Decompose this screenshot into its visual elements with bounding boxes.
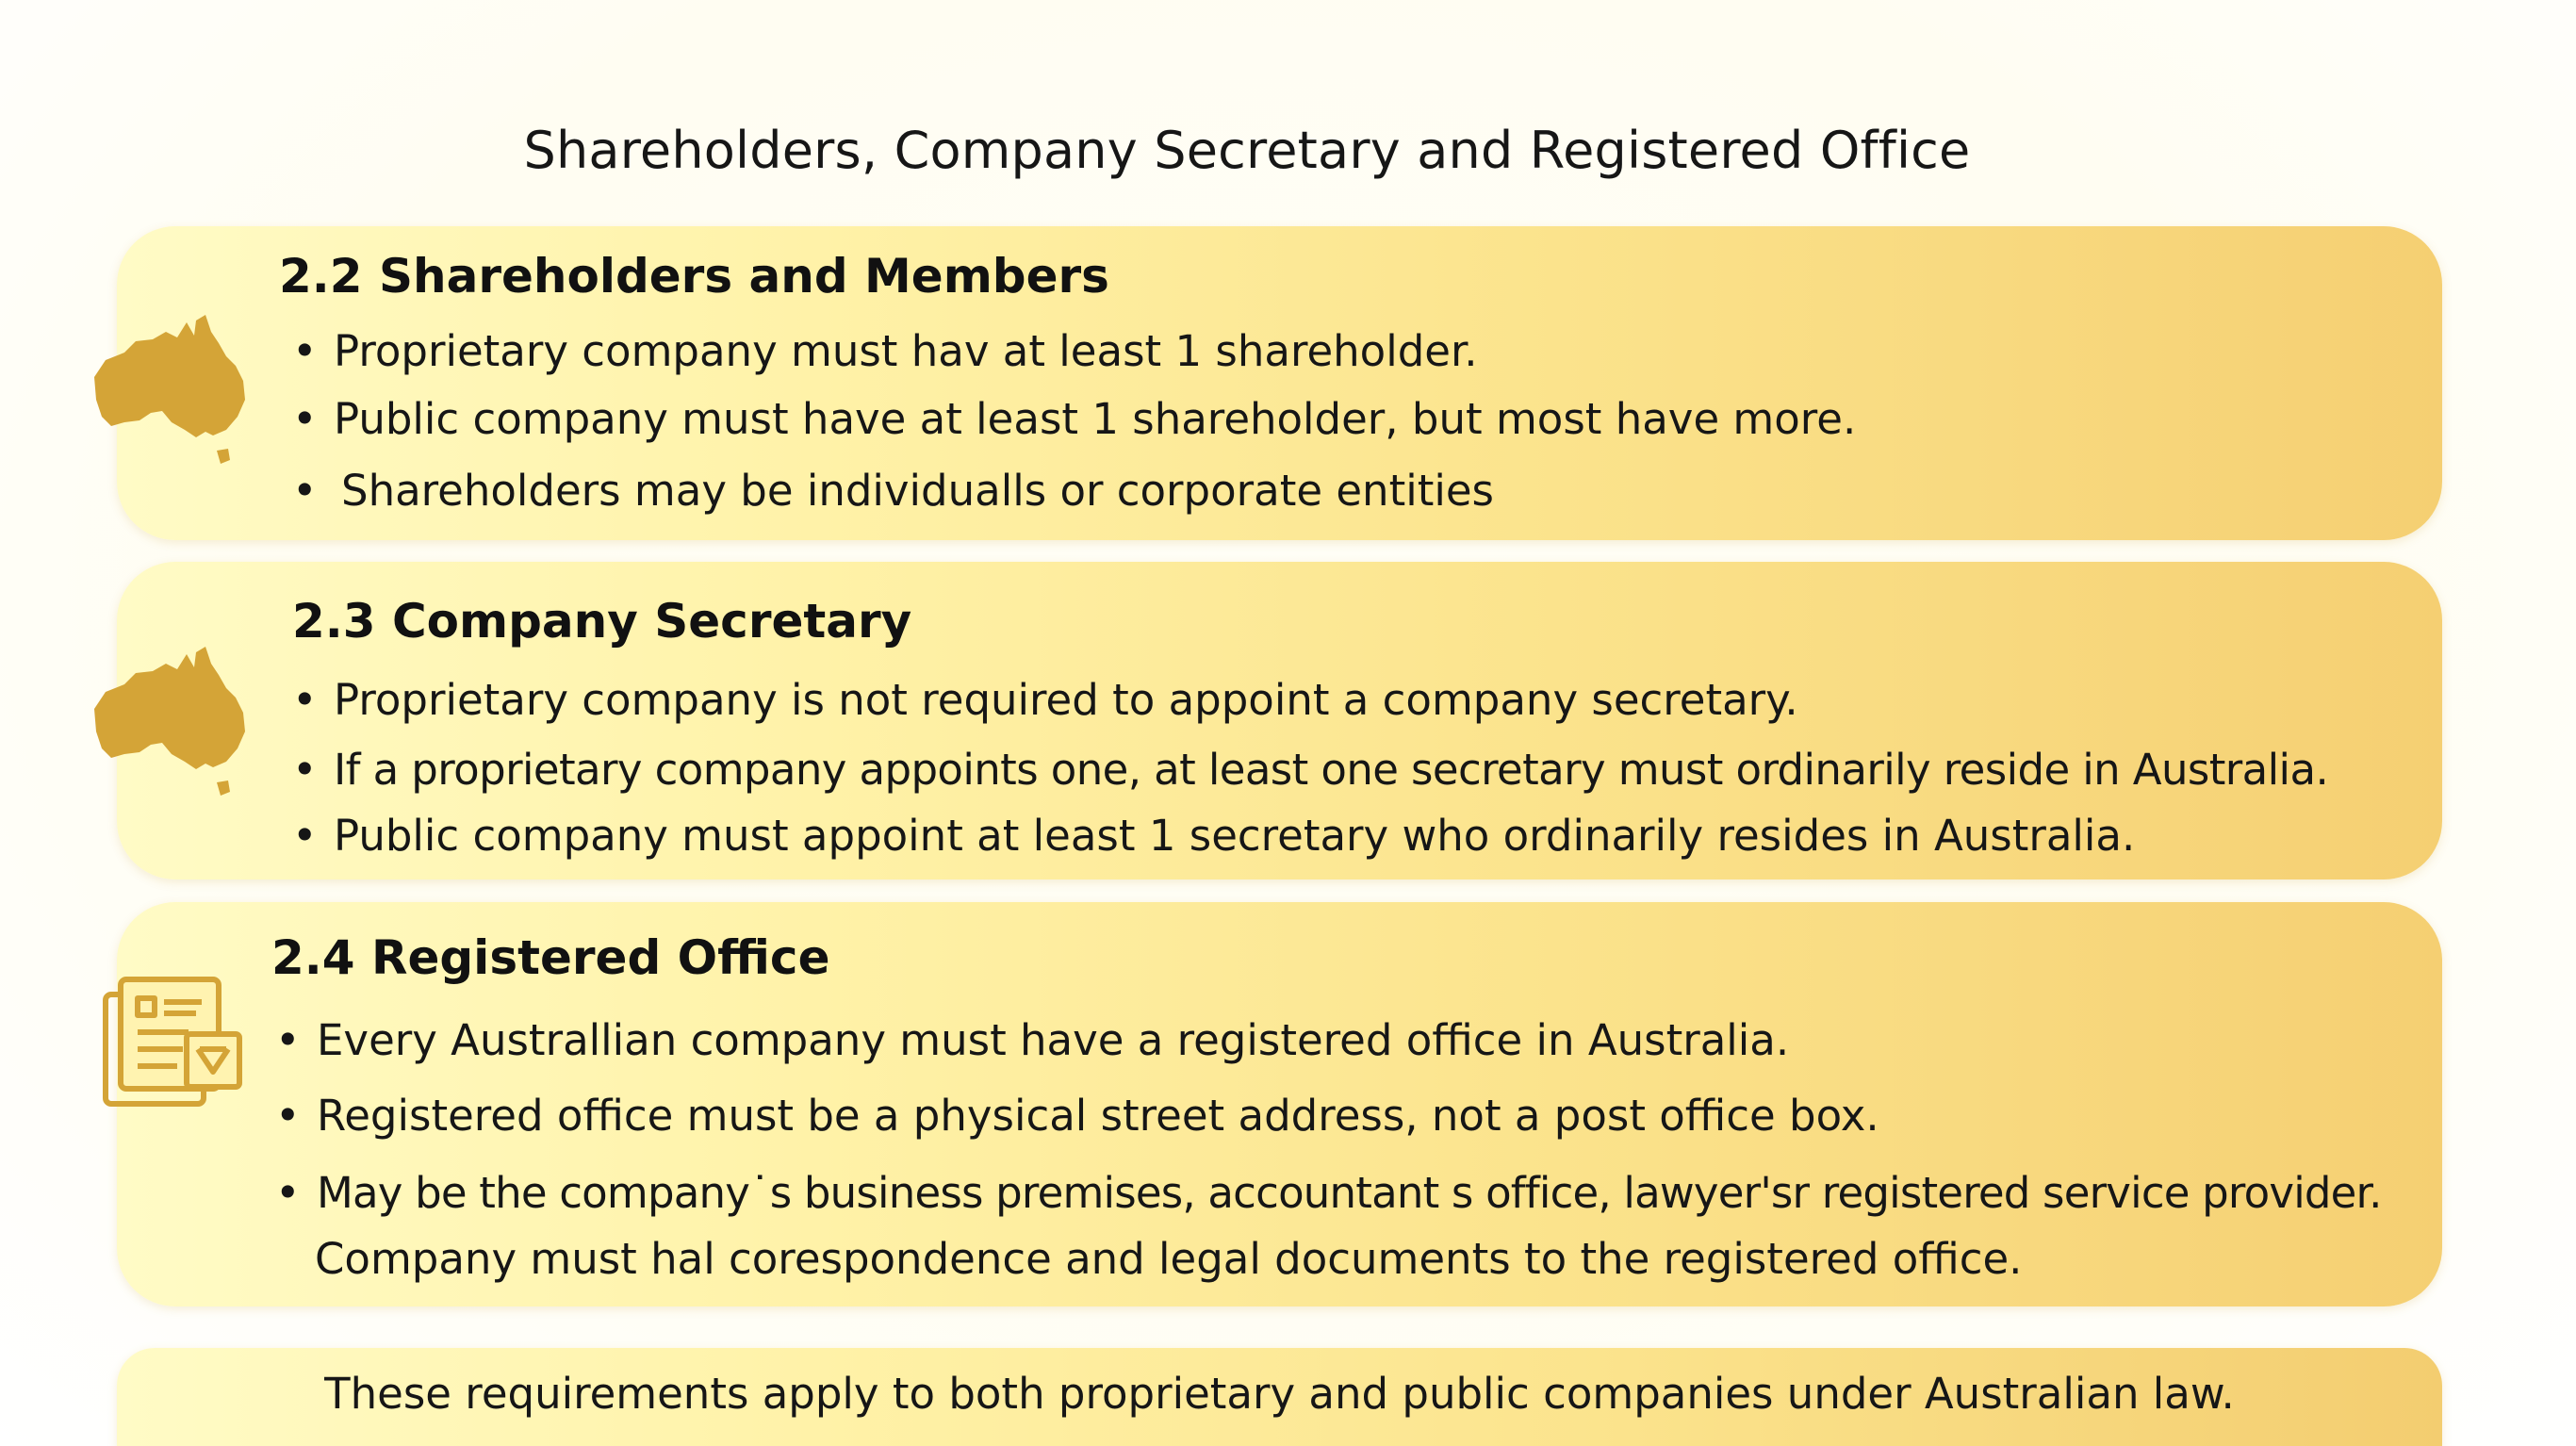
bullet-text: Proprietary company must hav at least 1 shareholder.: [334, 326, 1478, 376]
bullet-text: If a proprietary company appoints one, at least one secretary must ordinarily reside in Australia.: [334, 745, 2329, 795]
australia-map-icon: [75, 626, 264, 814]
document-icon: [102, 974, 253, 1115]
bullet-dot: •: [292, 466, 318, 516]
bullet-text: Proprietary company is not required to appoint a company secretary.: [334, 675, 1798, 725]
section-heading: 2.2 Shareholders and Members: [279, 249, 1109, 304]
footer-note-card: [117, 1348, 2442, 1446]
section-heading: 2.3 Company Secretary: [292, 594, 912, 649]
bullet-text: Every Australlian company must have a registered office in Australia.: [317, 1015, 1790, 1065]
bullet-dot: •: [275, 1091, 301, 1141]
page-title: Shareholders, Company Secretary and Registered Office: [523, 121, 1971, 180]
section-card-shareholders: [117, 226, 2442, 540]
bullet-dot: •: [275, 1015, 301, 1065]
australia-map-icon: [75, 294, 264, 483]
bullet-dot: •: [292, 394, 318, 444]
bullet-dot: •: [292, 811, 318, 861]
section-card-registered-office: [117, 902, 2442, 1306]
bullet-text: May be the company˙s business premises, accountant s office, lawyer'sr registered service provider.: [317, 1168, 2382, 1218]
bullet-dot: •: [275, 1168, 301, 1218]
bullet-text: Shareholders may be individualls or corporate entities: [341, 466, 1494, 516]
bullet-text: Public company must have at least 1 shareholder, but most have more.: [334, 394, 1857, 444]
section-card-secretary: [117, 562, 2442, 879]
bullet-dot: •: [292, 675, 318, 725]
bullet-dot: •: [292, 745, 318, 795]
bullet-text: Registered office must be a physical street address, not a post office box.: [317, 1091, 1879, 1141]
bullet-dot: •: [292, 326, 318, 376]
footer-note: These requirements apply to both proprietary and public companies under Australian law.: [324, 1369, 2235, 1419]
section-heading: 2.4 Registered Office: [271, 930, 830, 985]
bullet-text: Company must hal corespondence and legal documents to the registered office.: [315, 1234, 2023, 1284]
bullet-text: Public company must appoint at least 1 secretary who ordinarily resides in Australia.: [334, 811, 2136, 861]
